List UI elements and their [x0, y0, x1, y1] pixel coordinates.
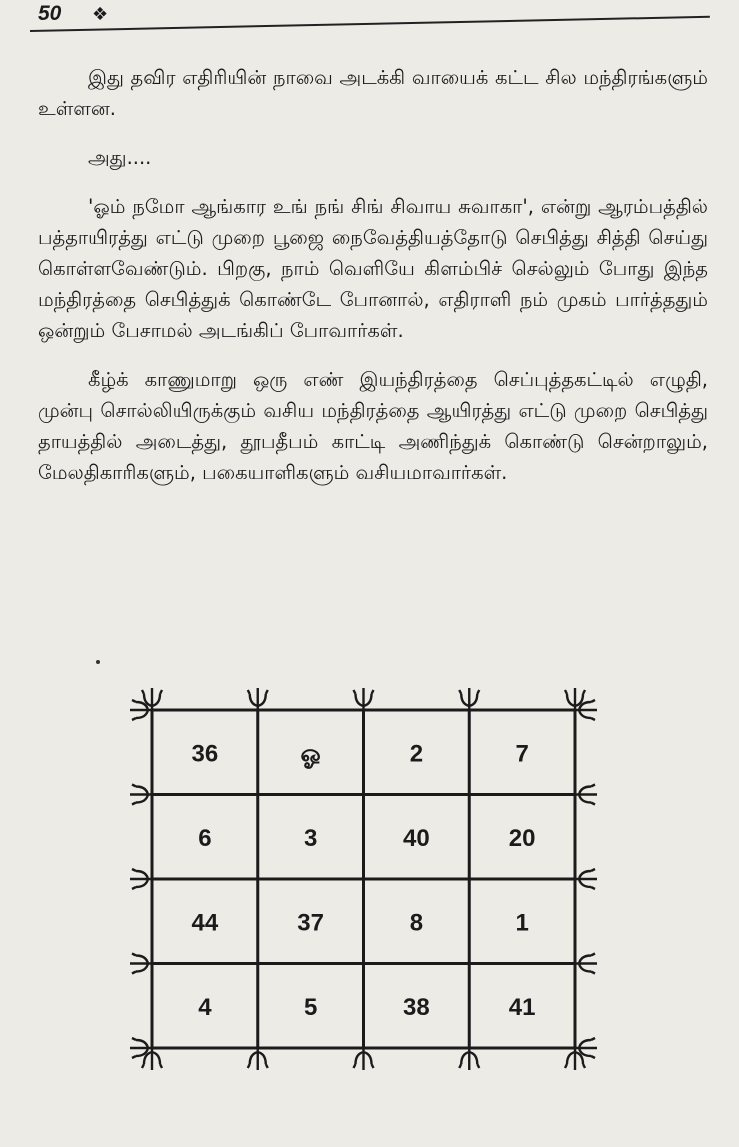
yantra-cell-value: 8 — [409, 909, 424, 937]
trident-right-icon — [575, 785, 597, 805]
yantra-cell-value: 3 — [303, 824, 318, 852]
yantra-cell-value: 5 — [303, 993, 318, 1021]
trident-top-icon — [565, 688, 585, 710]
header-rule — [30, 16, 710, 32]
trident-top-icon — [459, 688, 479, 710]
trident-top-icon — [142, 688, 162, 710]
trident-left-icon — [130, 785, 152, 805]
trident-bottom-icon — [354, 1048, 374, 1070]
trident-bottom-icon — [248, 1048, 268, 1070]
trident-left-icon — [130, 869, 152, 889]
yantra-cell-value: 40 — [403, 824, 430, 852]
yantra-cell-value: 44 — [191, 909, 219, 937]
paragraph-mantra: 'ஓம் நமோ ஆங்கார உங் நங் சிங் சிவாய சுவாகா', என்று ஆரம்பத்தில் பத்தாயிரத்து எட்டு முறை பூஜை நைவேத்தியத்தோடு செபித்து சித்தி செய்து கொள்ளவேண்டும். பிறகு, நாம் வெளியே கிளம்பிச் செல்லும் போது இந்த மந்திரத்தை செபித்துக் கொண்டே போனால், எதிராளி நம் முகம் பார்த்ததும் ஒன்றும் பேசாமல் அடங்கிப் போவார்கள். — [38, 195, 708, 342]
trident-right-icon — [575, 954, 597, 974]
stray-dot — [96, 660, 100, 664]
yantra-cell-value: ஓ — [300, 740, 321, 768]
yantra-cell-value: 6 — [198, 824, 212, 852]
yantra-cell-value: 36 — [191, 740, 219, 768]
trident-bottom-icon — [142, 1048, 162, 1070]
diamond-ornament-icon: ❖ — [92, 4, 109, 25]
yantra-cell-value: 4 — [198, 993, 212, 1021]
trident-left-icon — [130, 1038, 152, 1058]
trident-bottom-icon — [565, 1048, 585, 1070]
yantra-svg — [130, 688, 600, 1078]
trident-right-icon — [575, 700, 597, 720]
page-header — [30, 0, 710, 40]
paragraph-athu: அது.... — [88, 146, 152, 169]
yantra-cell-value: 2 — [409, 740, 424, 768]
trident-right-icon — [575, 1038, 597, 1058]
trident-top-icon — [354, 688, 374, 710]
yantra-cell-value: 41 — [508, 993, 536, 1021]
yantra-grid — [130, 688, 600, 1078]
trident-left-icon — [130, 700, 152, 720]
body-text — [38, 62, 708, 506]
paragraph-intro: இது தவிர எதிரியின் நாவை அடக்கி வாயைக் கட்ட சில மந்திரங்களும் உள்ளன. — [38, 66, 708, 120]
yantra-cell-value: 7 — [515, 740, 529, 768]
trident-top-icon — [248, 688, 268, 710]
yantra-cell-value: 38 — [403, 993, 430, 1021]
yantra-cell-value: 1 — [515, 909, 529, 937]
yantra-cell-value: 37 — [297, 909, 324, 937]
trident-bottom-icon — [459, 1048, 479, 1070]
paragraph-yantra-instructions: கீழ்க் காணுமாறு ஒரு எண் இயந்திரத்தை செப்புத்தகட்டில் எழுதி, முன்பு சொல்லியிருக்கும் வசிய மந்திரத்தை ஆயிரத்து எட்டு முறை செபித்து தாயத்தில் அடைத்து, தூபதீபம் காட்டி அணிந்துக் கொண்டு சென்றாலும், மேலதிகாரிகளும், பகையாளிகளும் வசியமாவார்கள். — [38, 368, 708, 484]
page-number: 50 — [38, 2, 62, 25]
trident-right-icon — [575, 869, 597, 889]
yantra-cell-value: 20 — [508, 824, 536, 852]
trident-left-icon — [130, 954, 152, 974]
